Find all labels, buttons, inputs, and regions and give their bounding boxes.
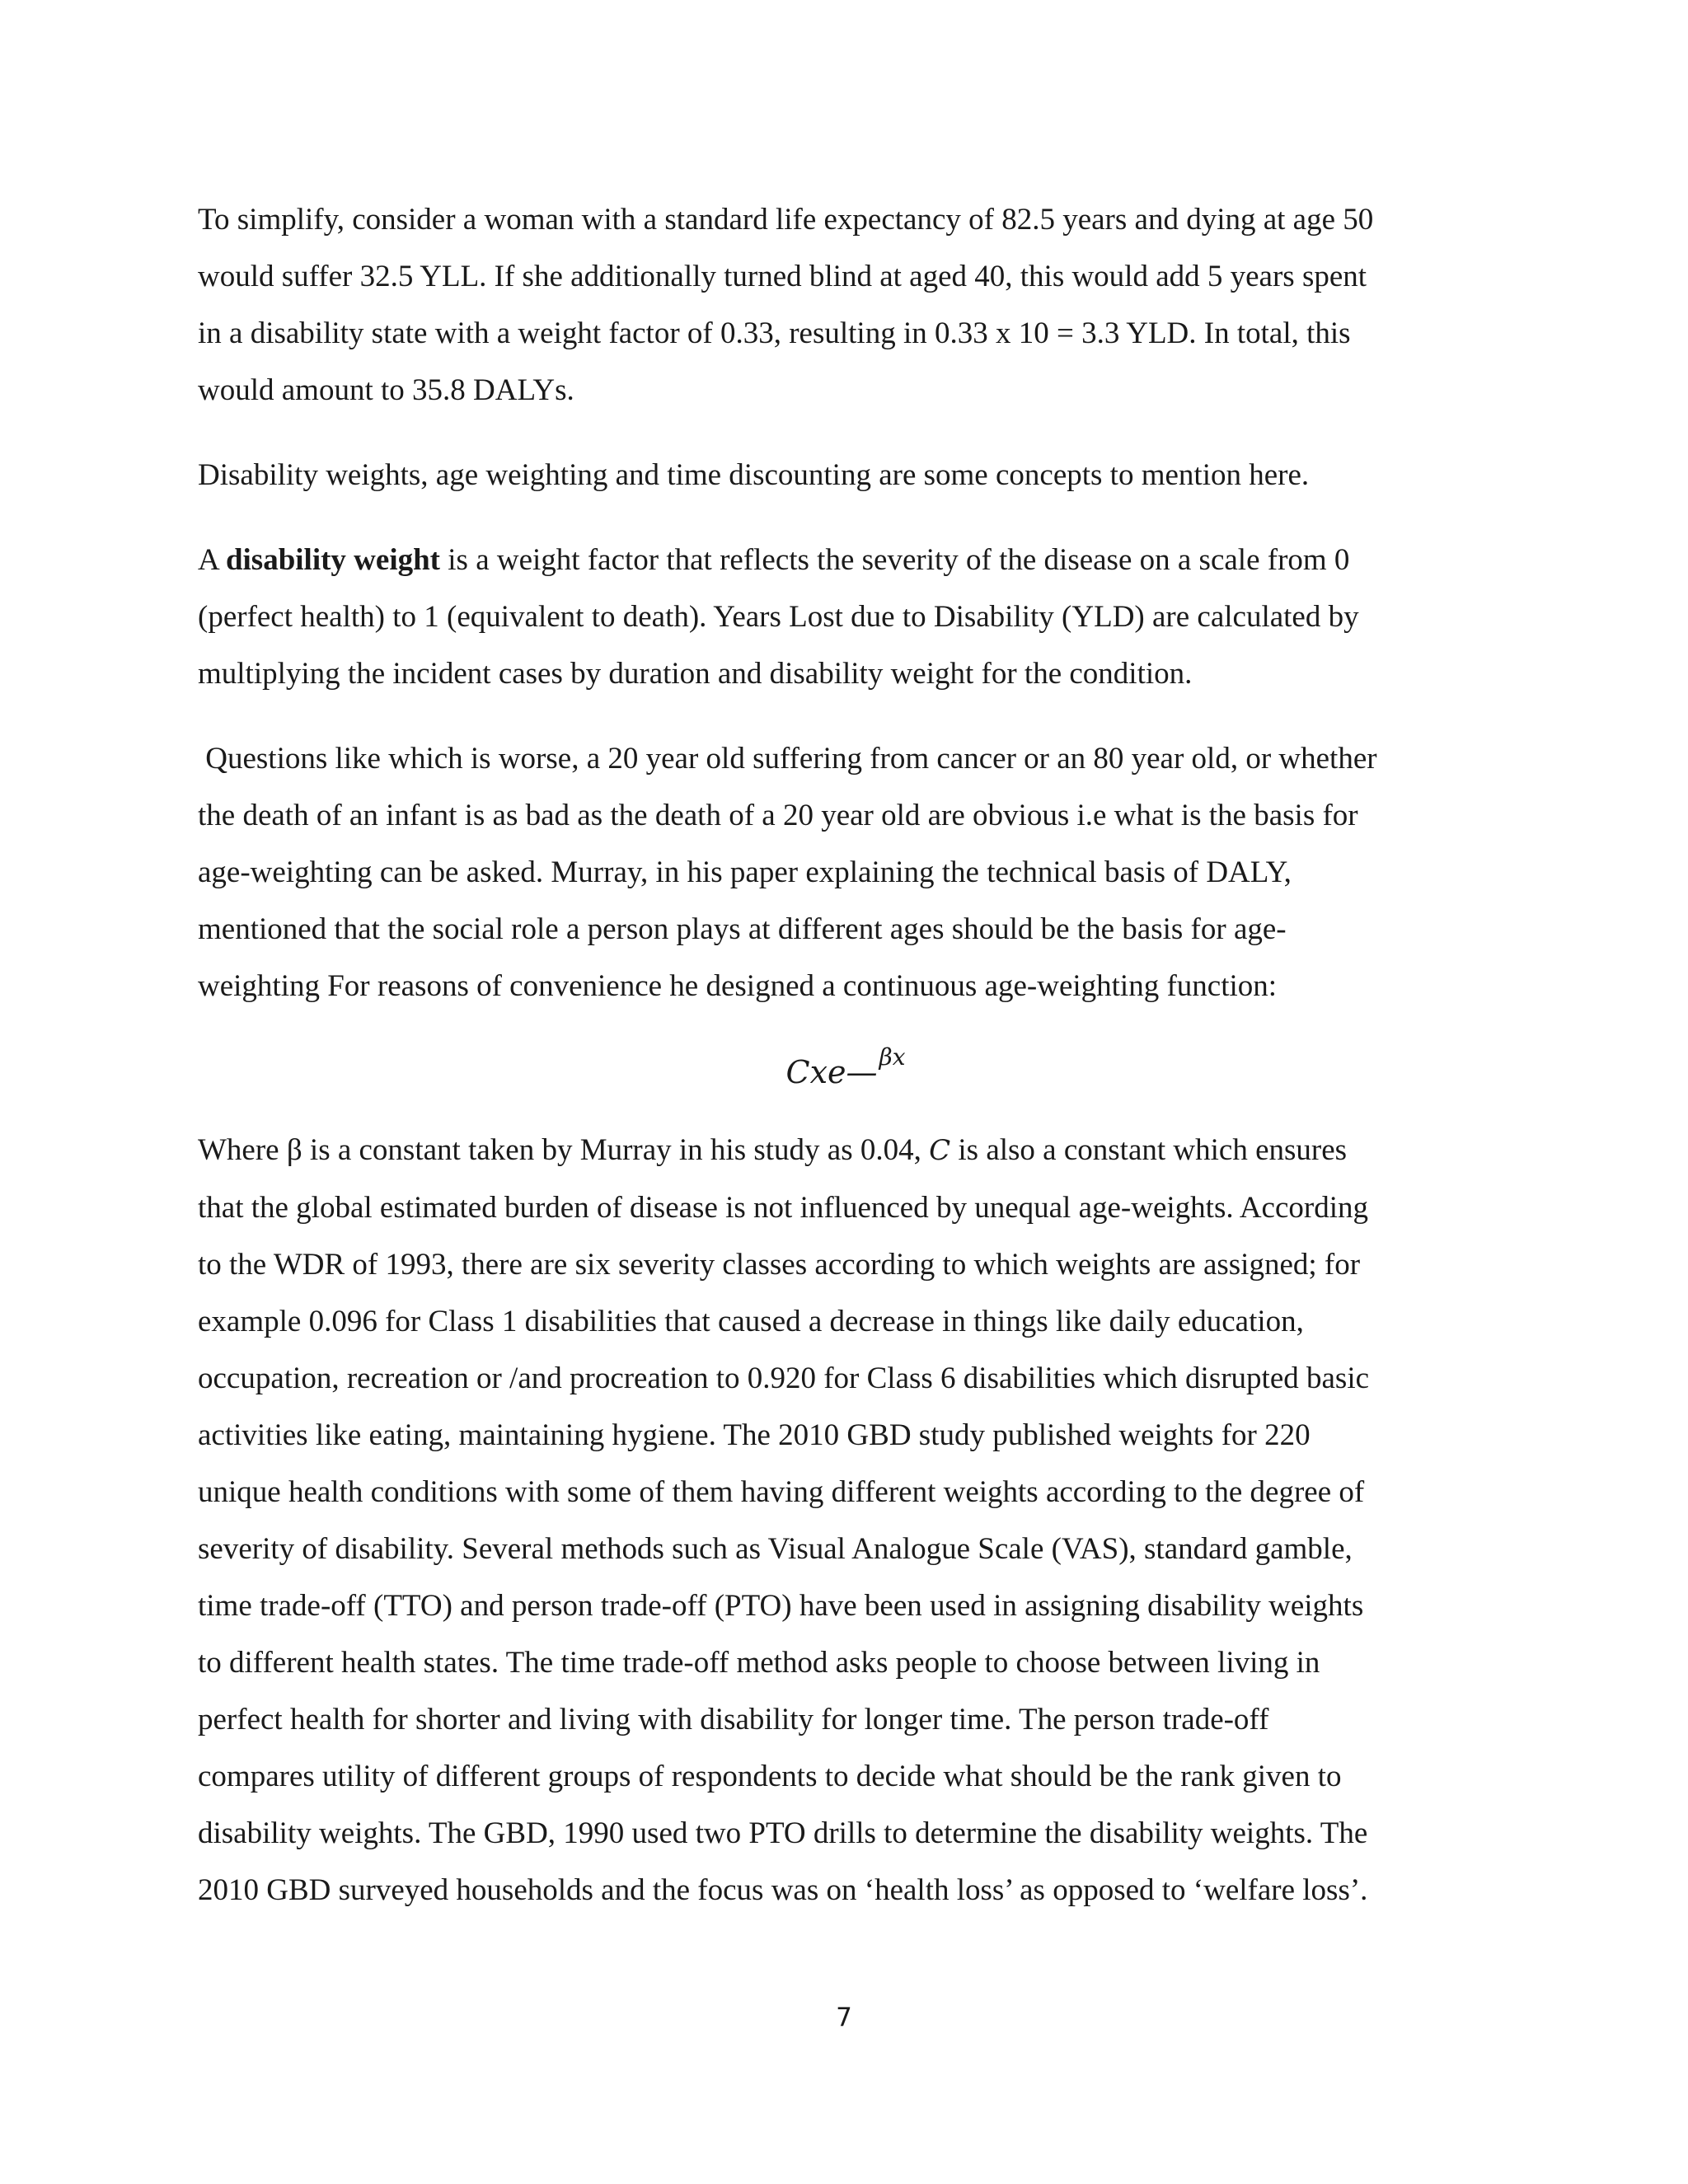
formula-superscript: βx (879, 1043, 906, 1071)
document-page (198, 191, 1492, 1947)
text-segment: is also a constant which ensures (950, 1133, 1348, 1167)
paragraph-daly-example (198, 191, 1492, 419)
text-line: (perfect health) to 1 (equivalent to death). Years Lost due to Disability (YLD) are calculated by (198, 600, 1359, 634)
text-line: to the WDR of 1993, there are six severity classes according to which weights are assigned; for (198, 1248, 1361, 1282)
text-segment: Where β is a constant taken by Murray in his study as 0.04, (198, 1133, 930, 1167)
text-line: the death of an infant is as bad as the death of a 20 year old are obvious i.e what is the basis for (198, 799, 1358, 832)
text-line: that the global estimated burden of disease is not influenced by unequal age-weights. According (198, 1191, 1368, 1225)
text-line: severity of disability. Several methods such as Visual Analogue Scale (VAS), standard gamble, (198, 1532, 1353, 1566)
text-line: in a disability state with a weight factor of 0.33, resulting in 0.33 x 10 = 3.3 YLD. In total, this (198, 316, 1351, 350)
text-line (198, 532, 1492, 588)
text-line: Disability weights, age weighting and time discounting are some concepts to mention here. (198, 458, 1310, 492)
text-line: mentioned that the social role a person plays at different ages should be the basis for age- (198, 912, 1287, 946)
text-segment: is a weight factor that reflects the severity of the disease on a scale from 0 (440, 543, 1350, 577)
paragraph-constants-and-methods (198, 1122, 1492, 1919)
bold-term: disability weight (225, 543, 441, 577)
text-line: disability weights. The GBD, 1990 used two PTO drills to determine the disability weights. The (198, 1816, 1368, 1850)
text-line: perfect health for shorter and living with disability for longer time. The person trade-off (198, 1703, 1269, 1736)
text-line: time trade-off (TTO) and person trade-off (PTO) have been used in assigning disability weights (198, 1589, 1364, 1623)
text-line: would amount to 35.8 DALYs. (198, 373, 574, 407)
paragraph-disability-weight (198, 532, 1492, 702)
text-line: example 0.096 for Class 1 disabilities that caused a decrease in things like daily education, (198, 1305, 1304, 1338)
text-line: activities like eating, maintaining hygiene. The 2010 GBD study published weights for 220 (198, 1418, 1311, 1452)
page-number: 7 (836, 2003, 852, 2032)
text-line: age-weighting can be asked. Murray, in his paper explaining the technical basis of DALY, (198, 855, 1292, 889)
text-line: compares utility of different groups of respondents to decide what should be the rank given to (198, 1760, 1342, 1793)
paragraph-age-weighting (198, 730, 1492, 1015)
text-line: multiplying the incident cases by duration and disability weight for the condition. (198, 657, 1193, 691)
text-line: 2010 GBD surveyed households and the focus was on ‘health loss’ as opposed to ‘welfare loss’. (198, 1873, 1368, 1907)
text-line: would suffer 32.5 YLL. If she additionally turned blind at aged 40, this would add 5 years spent (198, 260, 1367, 293)
text-line: Questions like which is worse, a 20 year old suffering from cancer or an 80 year old, or whether (198, 742, 1377, 776)
age-weighting-formula (198, 1033, 1492, 1104)
text-line: occupation, recreation or /and procreation to 0.920 for Class 6 disabilities which disrupted basic (198, 1361, 1370, 1395)
text-line: unique health conditions with some of them having different weights according to the degree of (198, 1475, 1365, 1509)
math-variable: C (929, 1134, 951, 1167)
paragraph-concepts (198, 447, 1492, 504)
text-line: To simplify, consider a woman with a standard life expectancy of 82.5 years and dying at age 50 (198, 203, 1374, 237)
formula-base: Cxe— (785, 1054, 878, 1090)
text-line (198, 1122, 1492, 1179)
text-line: to different health states. The time trade-off method asks people to choose between living in (198, 1646, 1320, 1680)
text-line: weighting For reasons of convenience he designed a continuous age-weighting function: (198, 969, 1278, 1003)
text-segment: A (198, 543, 226, 577)
